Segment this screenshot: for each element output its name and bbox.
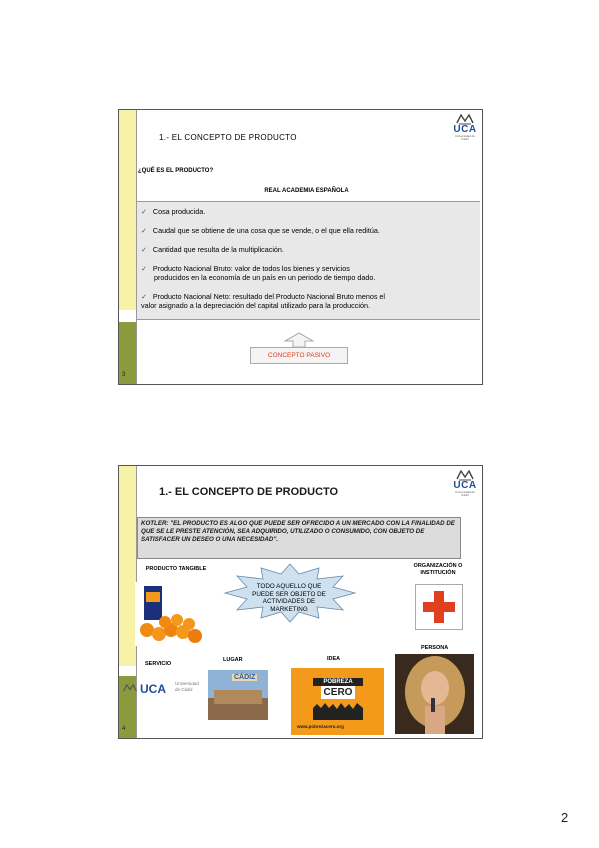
label-organizacion: ORGANIZACIÓN O INSTITUCIÓN: [413, 563, 463, 576]
definition-item: ✓ Producto Nacional Neto: resultado del Producto Nacional Bruto menos el: [141, 292, 386, 301]
uca-text: UCA: [140, 682, 166, 696]
up-arrow-icon: [283, 332, 315, 348]
uca-sub-text: Universidad de Cádiz: [175, 681, 199, 692]
definition-item: ✓ Cantidad que resulta de la multiplicación.: [141, 245, 284, 254]
uca-logo-sub: Universidad de Cádiz: [454, 490, 475, 497]
uca-logo-sub: Universidad de Cádiz: [454, 134, 475, 141]
slide-number: 3: [122, 372, 126, 378]
persona-photo: [395, 654, 474, 734]
uca-logo-text: UCA: [453, 124, 477, 135]
definition-item-continued: valor asignado a la depreciación del capital utilizado para la producción.: [141, 301, 370, 310]
definitions-box: [137, 201, 480, 320]
uca-logo: [452, 113, 478, 141]
question-heading: ¿QUÉ ES EL PRODUCTO?: [138, 168, 214, 174]
slide-number: 4: [122, 726, 126, 732]
red-cross-image: [415, 584, 463, 630]
check-icon: ✓: [141, 266, 147, 273]
source-heading: REAL ACADEMIA ESPAÑOLA: [264, 188, 349, 194]
check-icon: ✓: [141, 294, 147, 301]
slide-title: 1.- EL CONCEPTO DE PRODUCTO: [159, 486, 339, 498]
check-icon: ✓: [141, 247, 147, 254]
label-lugar: LUGAR: [223, 657, 243, 663]
definition-item: ✓ Caudal que se obtiene de una cosa que se vende, o el que ella reditúa.: [141, 226, 380, 235]
check-icon: ✓: [141, 228, 147, 235]
label-persona: PERSONA: [421, 645, 449, 651]
uca-service-logo: [122, 678, 206, 700]
definition-item-continued: producidos en la economía de un país en un periodo de tiempo dado.: [154, 273, 376, 282]
label-servicio: SERVICIO: [145, 661, 172, 667]
slide-4: [118, 465, 483, 739]
slide-sidebar: [119, 110, 136, 384]
center-text: TODO AQUELLO QUE PUEDE SER OBJETO DE ACTIVIDADES DE MARKETING: [252, 583, 326, 613]
kotler-quote-box: KOTLER: "EL PRODUCTO ES ALGO QUE PUEDE SER OFRECIDO A UN MERCADO CON LA FINALIDAD DE QUE SE LE PRESTE ATENCIÓN, SEA ADQUIRIDO, UTILIZADO O CONSUMIDO, CON OBJETO DE SATISFACER UN DESEO O UNA NECESIDAD".: [137, 517, 461, 559]
crowd-silhouette-icon: [313, 700, 363, 720]
concepto-pasivo-box: CONCEPTO PASIVO: [250, 347, 348, 364]
uca-emblem-icon: [122, 682, 138, 694]
uca-logo-text: UCA: [453, 480, 477, 491]
label-producto-tangible: PRODUCTO TANGIBLE: [145, 566, 207, 572]
cadiz-sign: CÁDIZ: [234, 674, 256, 681]
label-idea: IDEA: [327, 656, 341, 662]
definition-item: ✓ Cosa producida.: [141, 207, 206, 216]
definition-item: ✓ Producto Nacional Bruto: valor de todos los bienes y servicios: [141, 264, 350, 273]
check-icon: ✓: [141, 209, 147, 216]
pobreza-cero-poster: POBREZA CERO www.pobrezacero.org: [291, 668, 384, 735]
red-cross-icon: [416, 585, 462, 629]
slide-title: 1.- EL CONCEPTO DE PRODUCTO: [159, 133, 297, 142]
slide-3: [118, 109, 483, 385]
cadiz-photo: [208, 670, 268, 720]
juice-oranges-image: [135, 582, 207, 646]
page-number: 2: [561, 810, 569, 825]
person-portrait-icon: [395, 654, 474, 734]
uca-logo: [452, 469, 478, 497]
